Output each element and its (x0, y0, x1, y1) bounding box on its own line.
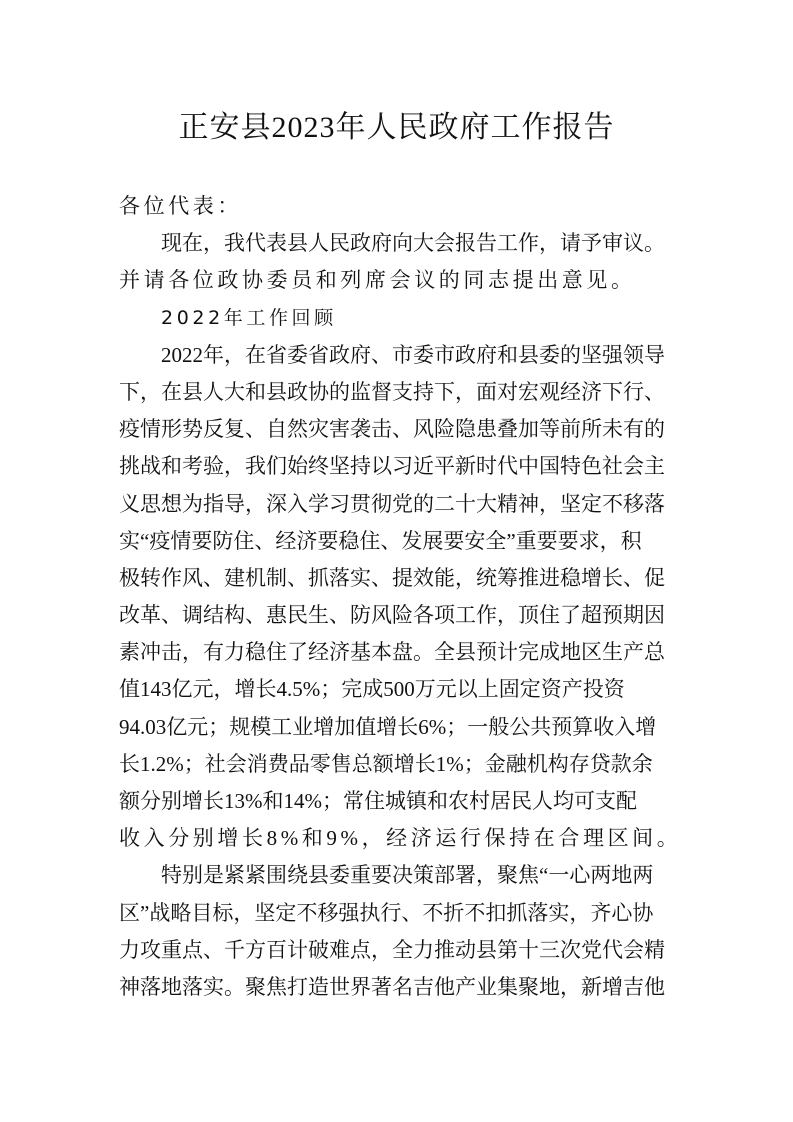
paragraph-line: 94.03亿元；规模工业增加值增长6%；一般公共预算收入增 (119, 714, 657, 739)
paragraph-line: 极转作风、建机制、抓落实、提效能，统筹推进稳增长、促 (119, 565, 665, 590)
document-title: 正安县2023年人民政府工作报告 (178, 111, 615, 144)
paragraph-line: 改革、调结构、惠民生、防风险各项工作，顶住了超预期因 (119, 603, 665, 628)
paragraph-line: 挑战和考验，我们始终坚持以习近平新时代中国特色社会主 (119, 454, 665, 479)
paragraph-line: 疫情形势反复、自然灾害袭击、风险隐患叠加等前所未有的 (119, 417, 665, 442)
salutation: 各位代表： (119, 194, 242, 218)
paragraph-line: 素冲击，有力稳住了经济基本盘。全县预计完成地区生产总 (119, 640, 665, 665)
paragraph-line: 长1.2%；社会消费品零售总额增长1%；金融机构存贷款余 (119, 751, 653, 776)
paragraph-line: 义思想为指导，深入学习贯彻党的二十大精神，坚定不移落 (119, 491, 665, 516)
paragraph-line: 下，在县人大和县政协的监督支持下，面对宏观经济下行、 (119, 379, 665, 404)
paragraph-line: 力攻重点、千方百计破难点，全力推动县第十三次党代会精 (119, 937, 665, 962)
paragraph-line: 区”战略目标，坚定不移强执行、不折不扣抓落实，齐心协 (119, 900, 654, 925)
paragraph-review (119, 337, 682, 858)
intro-line: 并请各位政协委员和列席会议的同志提出意见。 (119, 268, 636, 293)
paragraph-line: 实“疫情要防住、经济要稳住、发展要安全”重要要求，积 (119, 528, 642, 553)
paragraph-line: 特别是紧紧围绕县委重要决策部署，聚焦“一心两地两 (161, 863, 654, 888)
paragraph-line: 收入分别增长8%和9%，经济运行保持在合理区间。 (119, 826, 682, 851)
document-body (119, 188, 682, 1006)
section-heading: 2022年工作回顾 (161, 306, 337, 329)
paragraph-line: 值143亿元，增长4.5%；完成500万元以上固定资产投资 (119, 677, 625, 702)
paragraph-line: 神落地落实。聚焦打造世界著名吉他产业集聚地，新增吉他 (119, 974, 665, 999)
intro-line: 现在，我代表县人民政府向大会报告工作，请予审议。 (161, 231, 665, 256)
paragraph-strategy (119, 857, 665, 1006)
paragraph-line: 2022年，在省委省政府、市委市政府和县委的坚强领导 (161, 342, 665, 367)
paragraph-line: 额分别增长13%和14%；常住城镇和农村居民人均可支配 (119, 789, 637, 813)
